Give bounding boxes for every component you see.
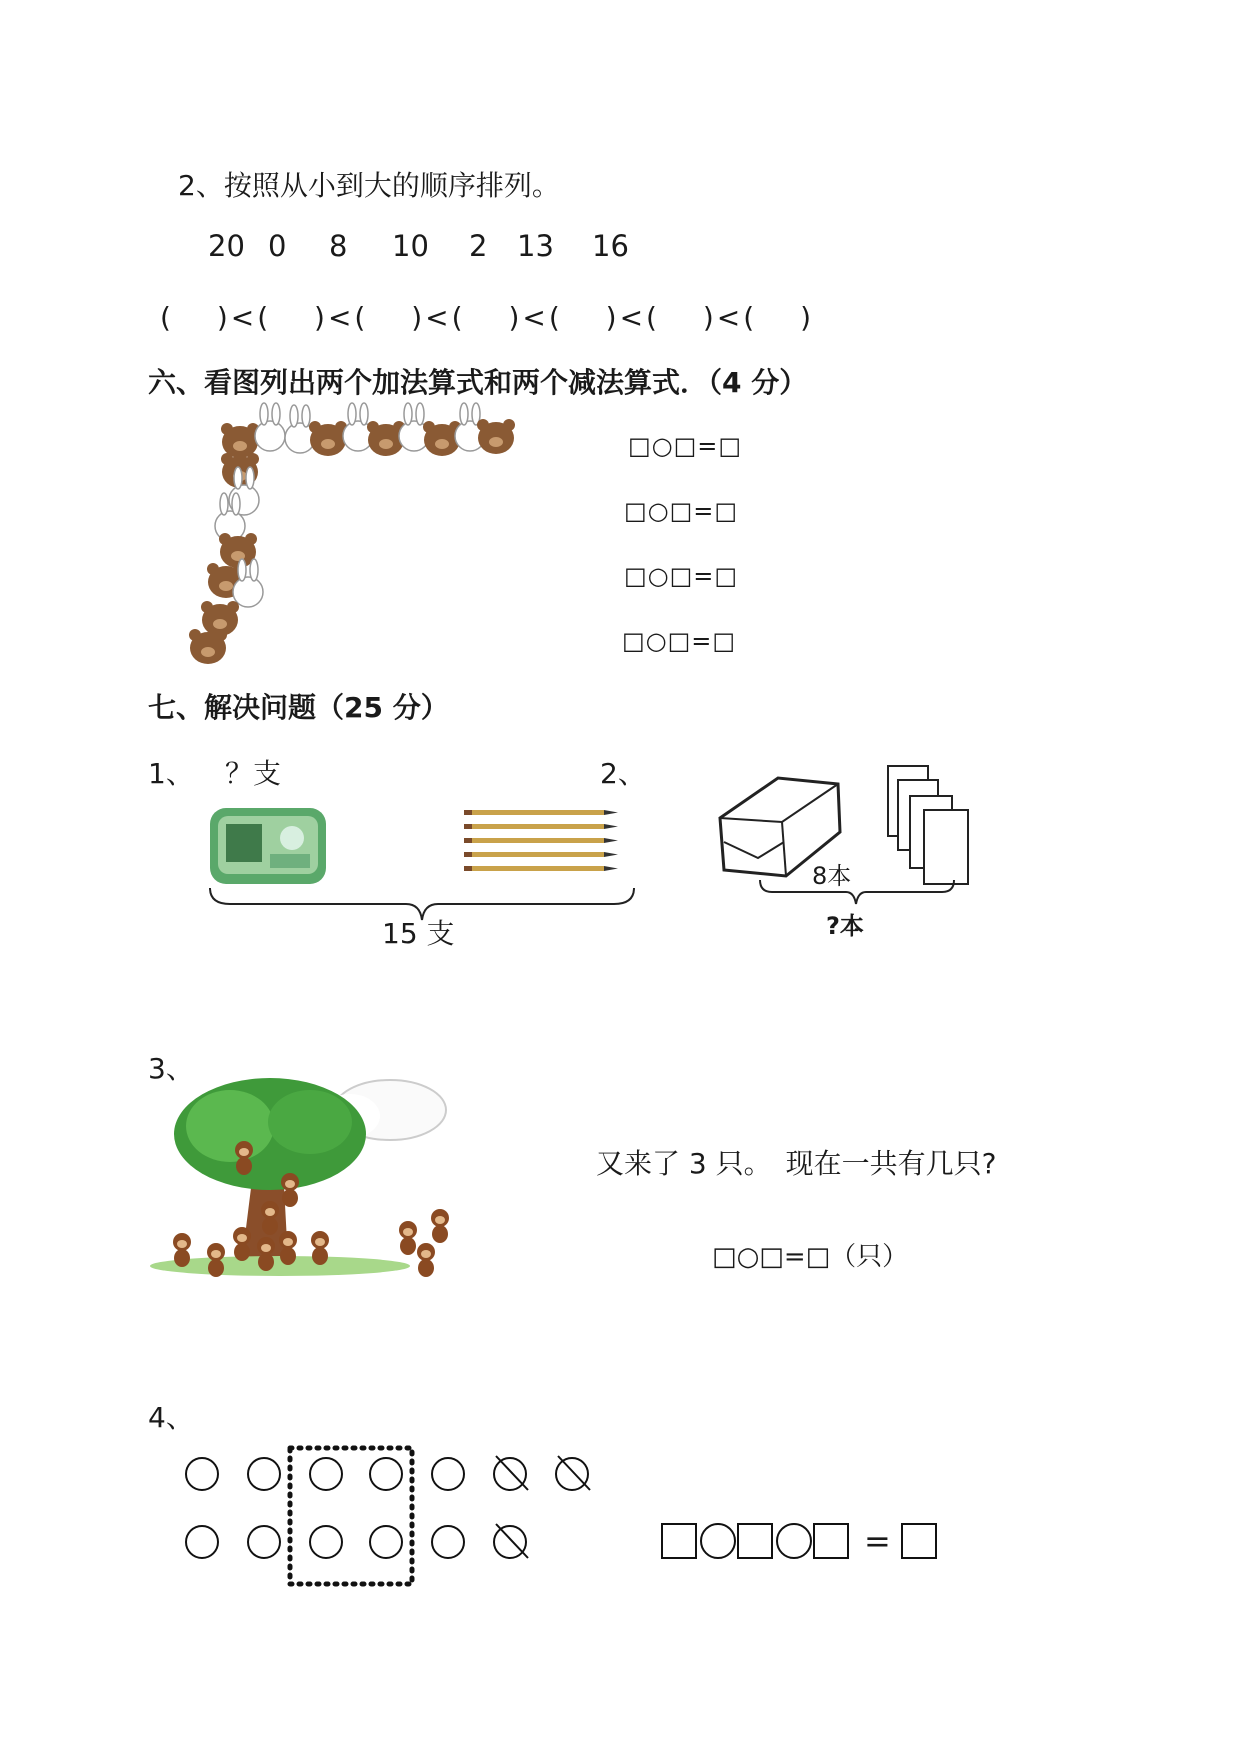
monkey-icon [431,1209,449,1243]
number-item: 0 [268,229,287,263]
circle-item [370,1458,402,1490]
circle-item [370,1526,402,1558]
cross-out-mark [496,1456,528,1490]
number-item: 10 [392,229,429,263]
circle-item [310,1458,342,1490]
rabbit-icon [255,403,285,451]
problem3-number: 3、 [148,1052,194,1085]
monkey-icon [173,1233,191,1267]
circles-diagram [180,1438,610,1588]
number-item: 2 [469,229,488,263]
problem1-total: 15 支 [382,917,455,950]
monkey-icon [311,1231,329,1265]
bear-icon [477,419,515,454]
brace-books [758,878,958,908]
monkey-icon [417,1243,435,1277]
equation-blank: □○□=□ [622,627,737,655]
problem3-equation: □○□=□（只） [712,1242,909,1272]
circle-item [186,1526,218,1558]
bear-icon [309,421,347,456]
square-box [662,1524,696,1558]
bear-icon [189,629,227,664]
circle-item [556,1458,588,1490]
cross-out-mark [558,1456,590,1490]
equation-blank: □○□=□ [628,432,743,460]
pencil-box-icon [208,806,328,886]
cross-out-mark [496,1524,528,1558]
answer-box [900,1522,940,1562]
pencil-icon [464,866,618,871]
problem2-number: 2、 [600,757,646,790]
q2-answer-row: ( )<( )<( )<( )<( )<( )<( ) [160,301,815,334]
circle-item [432,1526,464,1558]
problem2-known: 8本 [812,862,852,890]
pencil-icon [464,838,618,843]
bears-rabbits-illustration [180,410,520,660]
number-item: 16 [592,229,629,263]
section6-title: 六、看图列出两个加法算式和两个减法算式．（4 分） [148,366,808,399]
dotted-selection-box [290,1448,412,1584]
problem4-equals: = [864,1522,891,1560]
problem1-number: 1、 [148,757,194,790]
q2-label: 2、按照从小到大的顺序排列。 [178,169,560,202]
number-item: 20 [208,229,245,263]
equation-blank: □○□=□ [624,497,739,525]
number-item: 13 [517,229,554,263]
circle-item [432,1458,464,1490]
problem2-question: ?本 [826,912,864,940]
circle-item [248,1526,280,1558]
square-box [738,1524,772,1558]
pencil-icon [464,852,618,857]
circle-item [186,1458,218,1490]
operator-circle [777,1524,811,1558]
monkey-tree-illustration [160,1070,520,1280]
problem4-number: 4、 [148,1401,194,1434]
circle-item [248,1458,280,1490]
operator-circle [701,1524,735,1558]
circle-item [494,1526,526,1558]
number-item: 8 [329,229,348,263]
pencils-icon [462,806,622,876]
rabbit-icon [233,559,263,607]
monkey-icon [399,1221,417,1255]
section7-title: 七、解决问题（25 分） [148,691,449,724]
equation-blank: □○□=□ [624,562,739,590]
circle-item [494,1458,526,1490]
problem1-question: ？支 [225,757,282,790]
bear-icon [221,423,259,458]
square-box [814,1524,848,1558]
problem3-text: 又来了 3 只。 现在一共有几只? [596,1147,997,1180]
pencil-icon [464,810,618,815]
circle-item [310,1526,342,1558]
pencil-icon [464,824,618,829]
